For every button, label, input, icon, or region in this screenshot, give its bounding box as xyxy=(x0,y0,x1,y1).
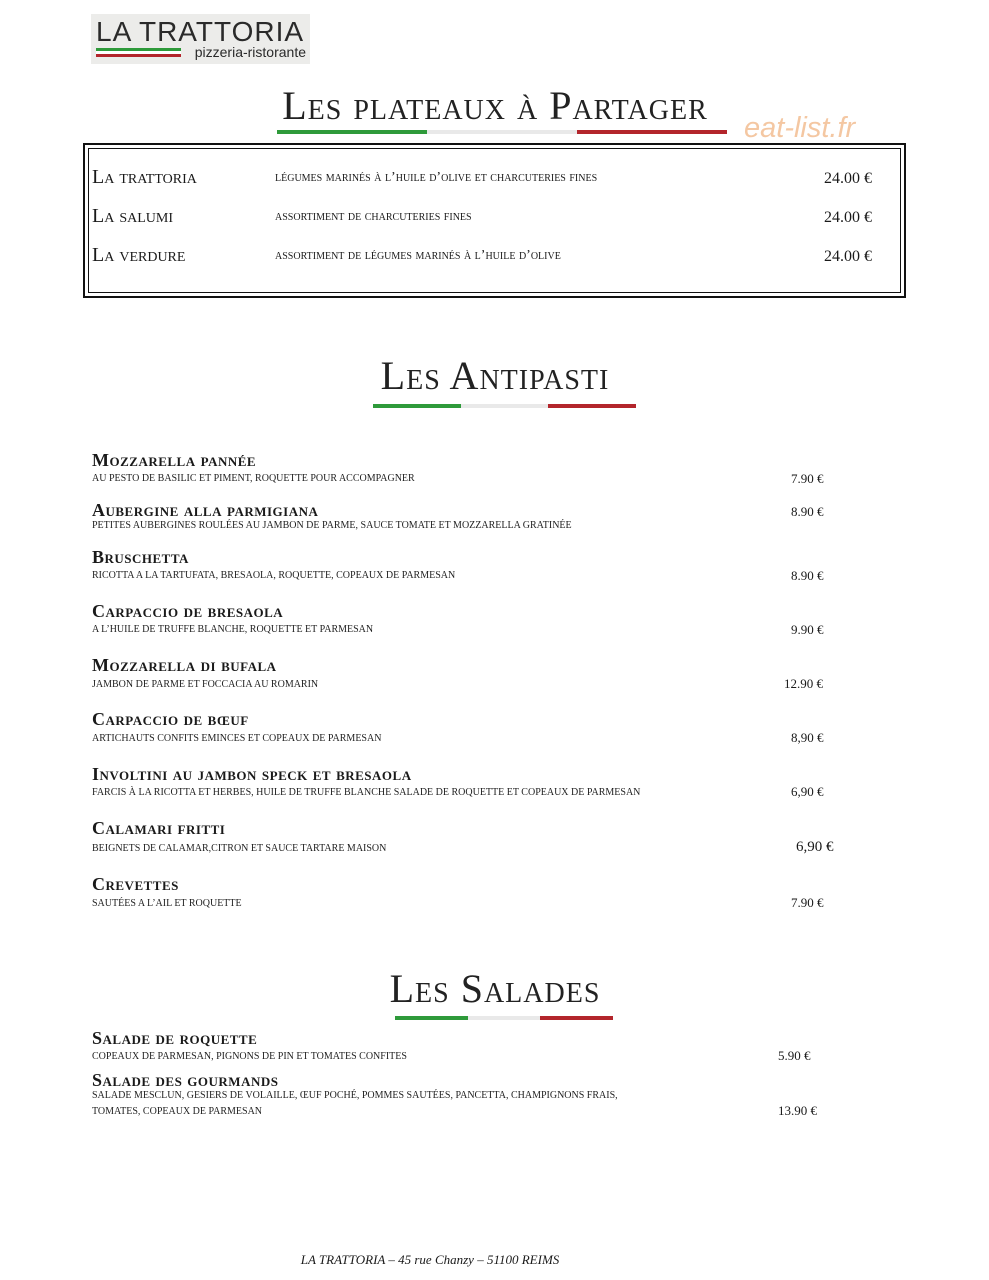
menu-item-name: Carpaccio de bœuf xyxy=(92,709,249,729)
plateaux-box xyxy=(83,143,906,298)
section-flag-divider xyxy=(373,404,636,408)
plateau-name: La salumi xyxy=(92,205,173,227)
menu-item-desc-continued: TOMATES, COPEAUX DE PARMESAN xyxy=(92,1106,263,1117)
menu-item-desc: BEIGNETS DE CALAMAR,CITRON ET SAUCE TARTARE MAISON xyxy=(92,843,387,854)
section-title-plateaux: Les plateaux à Partager xyxy=(282,83,708,128)
menu-item-name: Involtini au jambon speck et bresaola xyxy=(92,764,412,784)
menu-item-price: 6,90 € xyxy=(796,839,834,855)
plateau-name: La trattoria xyxy=(92,166,197,188)
plateau-price: 24.00 € xyxy=(824,170,872,187)
menu-item-name: Mozzarella pannée xyxy=(92,450,257,470)
menu-item-name: Salade des gourmands xyxy=(92,1070,279,1090)
menu-item-price: 8,90 € xyxy=(791,730,824,745)
watermark: eat-list.fr xyxy=(744,112,856,144)
plateau-price: 24.00 € xyxy=(824,209,872,226)
plateau-desc: légumes marinés à l’huile d’olive et charcuteries fines xyxy=(275,170,598,185)
plateau-desc: assortiment de légumes marinés à l’huile d’olive xyxy=(275,248,561,263)
menu-item-price: 8.90 € xyxy=(791,504,824,519)
menu-item-desc: A L’HUILE DE TRUFFE BLANCHE, ROQUETTE ET PARMESAN xyxy=(92,624,374,635)
logo-title: LA TRATTORIA xyxy=(96,16,305,47)
section-flag-divider xyxy=(277,130,727,134)
footer-address: LA TRATTORIA – 45 rue Chanzy – 51100 REIMS xyxy=(300,1252,560,1267)
menu-item-price: 8.90 € xyxy=(791,568,824,583)
section-title-salades: Les Salades xyxy=(389,966,601,1011)
section-flag-divider xyxy=(395,1016,613,1020)
menu-item-price: 9.90 € xyxy=(791,622,824,637)
plateau-desc: assortiment de charcuteries fines xyxy=(275,209,472,224)
menu-item-name: Aubergine alla parmigiana xyxy=(92,500,319,520)
menu-item-price: 7.90 € xyxy=(791,895,824,910)
menu-item-desc: RICOTTA A LA TARTUFATA, BRESAOLA, ROQUETTE, COPEAUX DE PARMESAN xyxy=(92,570,456,581)
menu-item-name: Mozzarella di bufala xyxy=(92,655,277,675)
menu-item-desc: AU PESTO DE BASILIC ET PIMENT, ROQUETTE POUR ACCOMPAGNER xyxy=(92,473,415,484)
plateau-price: 24.00 € xyxy=(824,248,872,265)
restaurant-logo xyxy=(91,14,310,64)
menu-item-price: 6,90 € xyxy=(791,784,824,799)
section-title-antipasti: Les Antipasti xyxy=(380,353,610,398)
plateau-name: La verdure xyxy=(92,244,186,266)
menu-item-desc: SAUTÉES A L’AIL ET ROQUETTE xyxy=(92,898,242,909)
menu-item-desc: FARCIS À LA RICOTTA ET HERBES, HUILE DE TRUFFE BLANCHE SALADE DE ROQUETTE ET COPEAUX DE PARMESAN xyxy=(92,787,641,798)
menu-item-desc: COPEAUX DE PARMESAN, PIGNONS DE PIN ET TOMATES CONFITES xyxy=(92,1051,407,1062)
logo-flag-stripes xyxy=(96,48,181,57)
menu-item-desc: PETITES AUBERGINES ROULÉES AU JAMBON DE PARME, SAUCE TOMATE ET MOZZARELLA GRATINÉE xyxy=(92,520,572,531)
menu-item-desc: JAMBON DE PARME ET FOCCACIA AU ROMARIN xyxy=(92,679,319,690)
menu-item-desc: ARTICHAUTS CONFITS EMINCES ET COPEAUX DE PARMESAN xyxy=(92,733,382,744)
menu-item-name: Bruschetta xyxy=(92,547,189,567)
menu-item-name: Carpaccio de bresaola xyxy=(92,601,284,621)
menu-item-desc: SALADE MESCLUN, GESIERS DE VOLAILLE, ŒUF POCHÉ, POMMES SAUTÉES, PANCETTA, CHAMPIGNONS FRAIS, xyxy=(92,1090,618,1101)
menu-item-price: 13.90 € xyxy=(778,1103,817,1118)
menu-item-price: 5.90 € xyxy=(778,1048,811,1063)
menu-item-name: Crevettes xyxy=(92,874,179,894)
menu-item-price: 12.90 € xyxy=(784,676,823,691)
logo-subtitle: pizzeria-ristorante xyxy=(194,44,306,60)
menu-item-name: Salade de roquette xyxy=(92,1028,258,1048)
menu-item-name: Calamari fritti xyxy=(92,818,226,838)
menu-item-price: 7.90 € xyxy=(791,471,824,486)
